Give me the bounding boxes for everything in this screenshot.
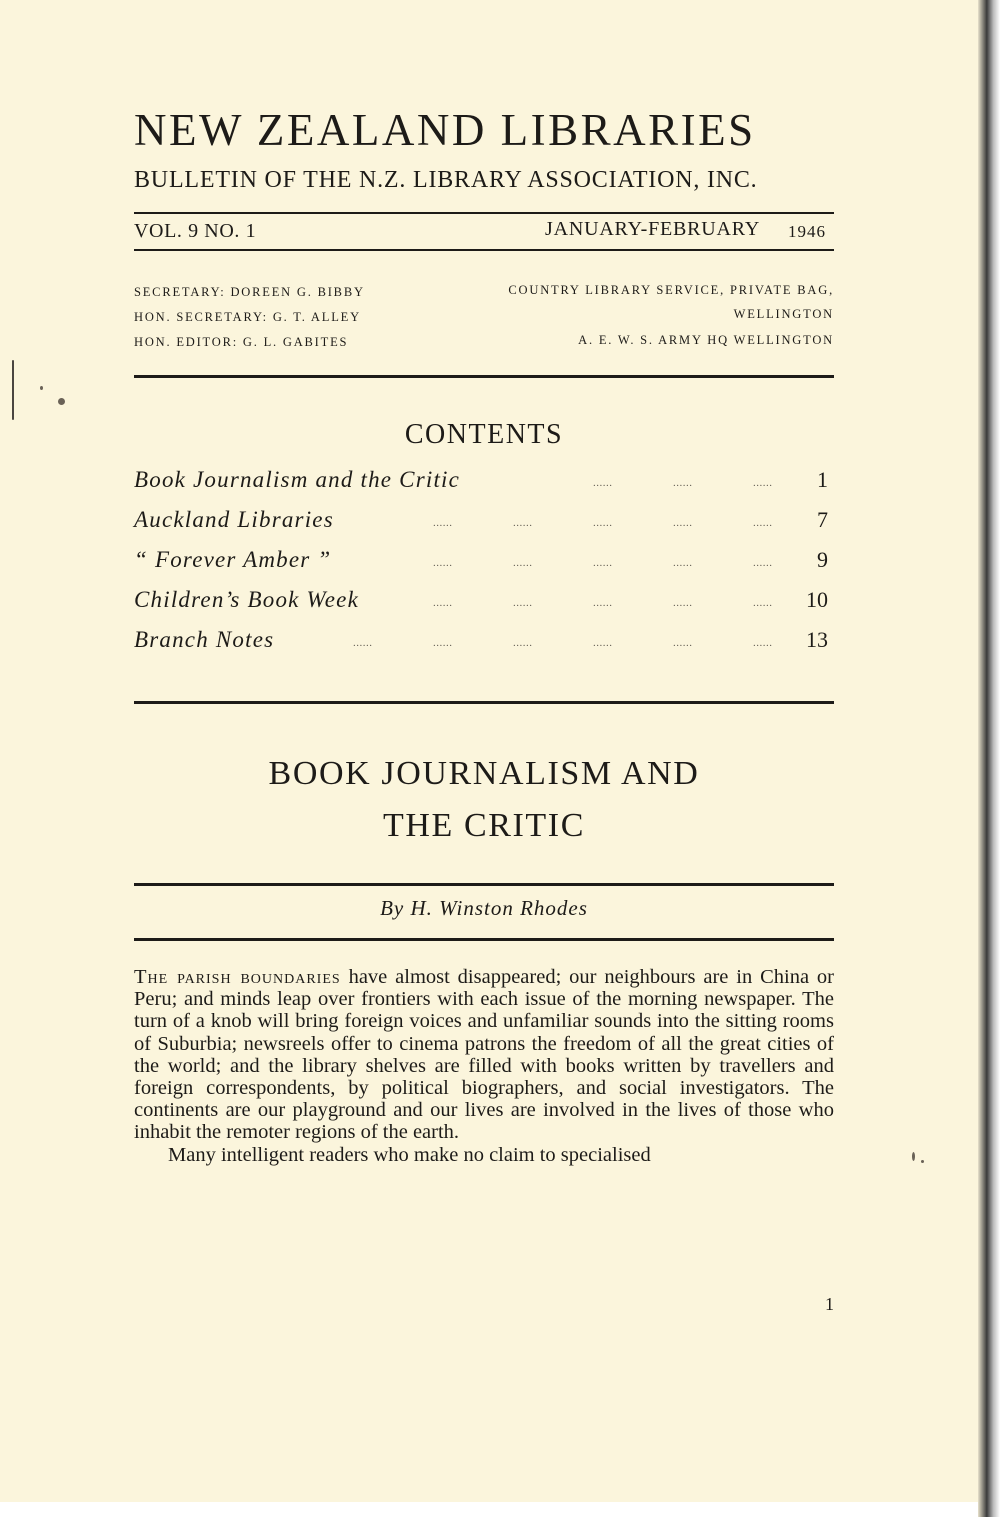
toc-entry[interactable] xyxy=(134,507,834,541)
toc-leader: ...... xyxy=(593,477,613,489)
byline-rule-bottom xyxy=(134,938,834,941)
masthead-rule-bottom xyxy=(134,249,834,251)
scan-speck xyxy=(12,360,14,420)
toc-leader: ...... xyxy=(673,637,693,649)
toc-entry-page: 13 xyxy=(806,627,828,652)
toc-entry[interactable] xyxy=(134,587,834,621)
article-lead-in: The parish boundaries xyxy=(134,966,341,988)
contents-rule xyxy=(134,701,834,704)
article-byline: By H. Winston Rhodes xyxy=(380,896,588,920)
officers-rule xyxy=(134,375,834,378)
masthead-rule-top xyxy=(134,212,834,214)
article-title xyxy=(134,748,834,852)
toc-leader: ...... xyxy=(753,637,773,649)
article-paragraph xyxy=(134,966,834,1144)
page-number: 1 xyxy=(825,1294,834,1314)
article-title-line-1: BOOK JOURNALISM AND xyxy=(268,755,700,792)
byline-rule-top xyxy=(134,883,834,886)
toc-entry-page: 7 xyxy=(817,507,828,532)
scan-bottom-margin xyxy=(0,1502,978,1517)
toc-entry-title: Children’s Book Week xyxy=(134,587,360,612)
toc-leader: ...... xyxy=(433,517,453,529)
toc-entry[interactable] xyxy=(134,467,834,501)
article-paragraph: Many intelligent readers who make no claim to specialised xyxy=(168,1143,651,1166)
article-paragraph-text: have almost disappeared; our neighbours are in China or Peru; and minds leap over frontiers with each issue of the morning newspaper. The turn of a knob will bring foreign voices and unfamiliar sounds into the sitting rooms of Suburbia; newsreels offer to cinema patrons the freedom of all the great cities of the world; and the library shelves are filled with books written by travellers and foreign correspondents, by political biographers, and social investigators. The continents are our playground and our lives are involved in the lives of those who inhabit the remoter regions of the earth. xyxy=(134,966,834,1144)
toc-leader: ...... xyxy=(593,517,613,529)
toc-leader: ...... xyxy=(513,517,533,529)
toc-leader: ...... xyxy=(753,477,773,489)
contents-heading: CONTENTS xyxy=(404,419,564,450)
scan-speck xyxy=(40,386,43,390)
scan-speck xyxy=(58,398,65,405)
scan-edge xyxy=(978,0,1000,1517)
officer-secretary: SECRETARY: DOREEN G. BIBBY xyxy=(134,285,365,299)
toc-entry-page: 10 xyxy=(806,587,828,612)
toc-leader: ...... xyxy=(753,517,773,529)
toc-leader: ...... xyxy=(513,557,533,569)
scan-speck xyxy=(921,1160,924,1163)
secretary-address-city: WELLINGTON xyxy=(733,307,834,321)
article-body xyxy=(134,966,834,1166)
toc-entry-page: 9 xyxy=(817,547,828,572)
article-title-line-2: THE CRITIC xyxy=(382,807,586,844)
toc-leader: ...... xyxy=(593,637,613,649)
officer-hon-secretary: HON. SECRETARY: G. T. ALLEY xyxy=(134,310,361,324)
editor-address: A. E. W. S. ARMY HQ WELLINGTON xyxy=(578,333,834,347)
toc-leader: ...... xyxy=(673,557,693,569)
toc-entry-title: “ Forever Amber ” xyxy=(134,547,332,572)
secretary-address: COUNTRY LIBRARY SERVICE, PRIVATE BAG, xyxy=(508,283,834,297)
masthead-subtitle: BULLETIN OF THE N.Z. LIBRARY ASSOCIATION, INC. xyxy=(134,167,758,193)
toc-leader: ...... xyxy=(593,557,613,569)
toc-leader: ...... xyxy=(353,637,373,649)
toc-leader: ...... xyxy=(433,597,453,609)
masthead-title: NEW ZEALAND LIBRARIES xyxy=(134,105,756,155)
toc-entry-title: Book Journalism and the Critic xyxy=(134,467,461,492)
toc-leader: ...... xyxy=(433,637,453,649)
toc-entry-title: Auckland Libraries xyxy=(134,507,334,532)
officer-hon-editor: HON. EDITOR: G. L. GABITES xyxy=(134,335,349,349)
toc-leader: ...... xyxy=(753,557,773,569)
toc-leader: ...... xyxy=(673,477,693,489)
toc-leader: ...... xyxy=(513,597,533,609)
toc-leader: ...... xyxy=(593,597,613,609)
toc-leader: ...... xyxy=(673,597,693,609)
toc-leader: ...... xyxy=(433,557,453,569)
toc-entry-title: Branch Notes xyxy=(134,627,275,652)
issue-volume: VOL. 9 NO. 1 xyxy=(134,220,257,242)
toc-entry[interactable] xyxy=(134,627,834,661)
scan-speck xyxy=(912,1152,915,1161)
toc-leader: ...... xyxy=(673,517,693,529)
toc-entry-page: 1 xyxy=(817,467,828,492)
toc-entry[interactable] xyxy=(134,547,834,581)
issue-date: JANUARY-FEBRUARY xyxy=(545,218,761,240)
toc-leader: ...... xyxy=(513,637,533,649)
issue-year: 1946 xyxy=(788,222,826,241)
toc-leader: ...... xyxy=(753,597,773,609)
